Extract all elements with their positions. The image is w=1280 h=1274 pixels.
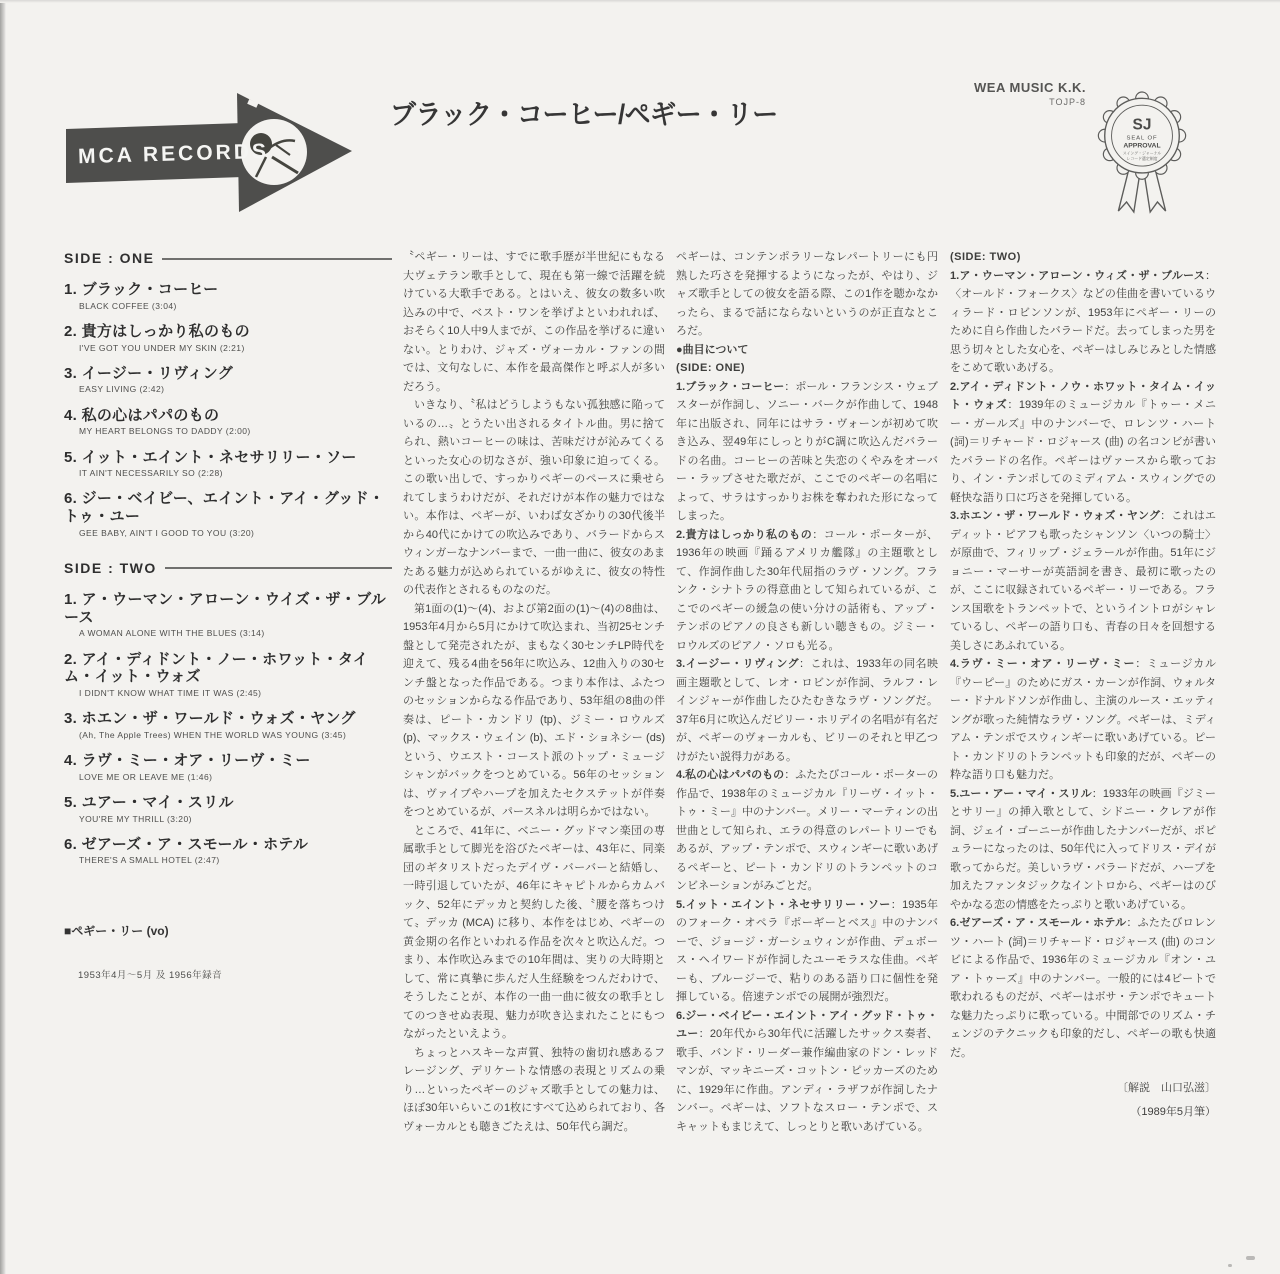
track-title-en: LOVE ME OR LEAVE ME (1:46) bbox=[79, 771, 213, 782]
side-subheading: (SIDE: TWO) bbox=[950, 251, 1021, 263]
mca-records-logo bbox=[62, 85, 362, 225]
note-paragraph: 6.ゼアーズ・ア・スモール・ホテル：ふたたびロレンツ・ハート (詞)＝リチャード・ロジャース (曲) のコンビによる作品で、1936年のミュージカル『オン・ユア・トゥーズ』中のナンバー。一般的には4ビートで歌われるものだが、ペギーはボサ・テンポでキュートな魅力たっぷりに歌っている。中間部でのリズム・チェンジのテクニックも印象的だし、ペギーの歌も快適だ。 bbox=[950, 917, 1216, 1059]
track-title-en: YOU'RE MY THRILL (3:20) bbox=[79, 813, 192, 824]
track-note-lead: 1.ブラック・コーヒー bbox=[676, 380, 785, 393]
notes-column-3 bbox=[950, 248, 1216, 1124]
track-item bbox=[64, 407, 392, 437]
track-item bbox=[64, 490, 392, 538]
track-item bbox=[64, 651, 392, 699]
track-title-jp: 6. ジー・ベイビー、エイント・アイ・グッド・トゥ・ユー bbox=[64, 490, 385, 526]
track-item bbox=[64, 591, 392, 639]
annotation-date: （1989年5月筆） bbox=[1130, 1106, 1216, 1118]
mca-arrow-graphic bbox=[62, 85, 362, 225]
scan-top-edge bbox=[0, 0, 1280, 3]
side-one-rule bbox=[162, 258, 392, 260]
track-item bbox=[64, 281, 392, 311]
recording-note: 1953年4月〜5月 及 1956年録音 bbox=[78, 969, 223, 981]
side-two-rule bbox=[165, 567, 392, 569]
track-title-jp: 5. ユアー・マイ・スリル bbox=[64, 793, 234, 811]
track-item bbox=[64, 449, 392, 479]
track-note-lead: 1.ア・ウーマン・アローン・ウィズ・ザ・ブルース bbox=[950, 269, 1205, 282]
track-title-jp: 4. 私の心はパパのもの bbox=[64, 406, 220, 424]
note-paragraph: 第1面の(1)〜(4)、および第2面の(1)〜(4)の8曲は、1953年4月から5月にかけて吹込まれ、当初25センチ盤として発売されたが、まもなく30センチLP時代を迎えて、残る4曲を56年に吹込み、12曲入りの30センチ盤となった作品である。つまり本作は、ふたつのセッションからなる作品であり、53年組の8曲の伴奏は、ピート・カンドリ (tp)、ジミー・ロウルズ (p)、マックス・ウェイン (b)、エド・ショネシー (ds) という、ウエスト・コースト派のトップ・ミュージシャンがバックをつとめている。56年のセッションは、ヴァイブやハープを加えたセクステットが伴奏をつとめているが、パースネルは明らかではない。 bbox=[403, 602, 665, 818]
section-heading: ●曲目について bbox=[676, 343, 749, 356]
side-one-label: SIDE : ONE bbox=[64, 250, 155, 266]
tracklist-column bbox=[64, 250, 392, 981]
seal-line2: SEAL OF bbox=[1126, 135, 1158, 142]
track-title-jp: 6. ゼアーズ・ア・スモール・ホテル bbox=[64, 835, 309, 853]
track-title-en: MY HEART BELONGS TO DADDY (2:00) bbox=[79, 426, 251, 437]
track-title-jp: 4. ラヴ・ミー・オア・リーヴ・ミー bbox=[64, 751, 311, 769]
note-paragraph: 1.ブラック・コーヒー：ポール・フランシス・ウェブスターが作詞し、ソニー・バークが作曲して、1948年に出版され、同年にはサラ・ヴォーンが初めて吹き込み、翌49年にしっとりがC調に吹込んだバラードの名曲。コーヒーの苦味と失恋のくやみをオーバー・ラップさせた歌だが、ここでのペギーの名唱によって、サラはすっかりお株を奪われた形になってしまった。 bbox=[676, 380, 939, 522]
track-item bbox=[64, 365, 392, 395]
track-title-en: A WOMAN ALONE WITH THE BLUES (3:14) bbox=[79, 628, 265, 639]
track-title-en: GEE BABY, AIN'T I GOOD TO YOU (3:20) bbox=[79, 527, 255, 538]
scan-left-edge bbox=[0, 0, 6, 1274]
note-paragraph: いきなり、〝私はどうしようもない孤独感に陥っているの…〟とうたい出されるタイトル曲。男に捨てられ、熱いコーヒーの味は、苦味だけが沁みてくるといった女心の切なさが、強い印象に迫ってくる。この歌い出しで、すっかりペギーのペースに乗せられてしまうわけだが、それだけが本作の魅力ではない。本作は、ペギーが、いわば女ざかりの30代後半から40代にかけての吹込みであり、バラードからスウィンガーなナンバーまで、一曲一曲に、彼女のあまたある魅力が込められているがゆえに、彼女の特性の代表作とされるものなのだ。 bbox=[403, 399, 665, 596]
sj-seal-of-approval-badge bbox=[1092, 82, 1192, 222]
side-one-tracks bbox=[64, 281, 392, 538]
track-item bbox=[64, 836, 392, 866]
track-title-jp: 2. 貴方はしっかり私のもの bbox=[64, 322, 250, 340]
track-title-jp: 1. ブラック・コーヒー bbox=[64, 281, 219, 298]
track-title-en: THERE'S A SMALL HOTEL (2:47) bbox=[79, 855, 220, 866]
track-title-en: EASY LIVING (2:42) bbox=[79, 384, 165, 395]
side-two-label: SIDE : TWO bbox=[64, 559, 157, 576]
track-title-en: I DIDN'T KNOW WHAT TIME IT WAS (2:45) bbox=[79, 687, 262, 698]
publisher-block bbox=[966, 80, 1086, 107]
note-paragraph: 3.イージー・リヴィング：これは、1933年の同名映画主題歌として、レオ・ロビンが作詞、ラルフ・レインジャーが作曲したひたむきなラヴ・ソングだ。37年6月に吹込んだビリー・ホリデイの名唱が有名だが、ペギーのヴォーカルも、ビリーのそれと甲乙つけがたい説得力がある。 bbox=[676, 658, 938, 763]
note-paragraph: 4.ラヴ・ミー・オア・リーヴ・ミー：ミュージカル『ウーピー』のためにガス・カーンが作詞、ウォルター・ドナルドソンが作曲し、主演のルース・エッティングが歌った純情なラヴ・ソング。ペギーは、ミディアム・テンポでスウィンギーに歌いあげている。ピート・カンドリのトランペットも印象的だが、ペギーの粋な語り口も魅力だ。 bbox=[950, 658, 1216, 781]
track-title-en: (Ah, The Apple Trees) WHEN THE WORLD WAS YOUNG (3:45) bbox=[79, 729, 347, 740]
notes-column-1 bbox=[403, 248, 665, 1136]
track-title-en: BLACK COFFEE (3:04) bbox=[79, 300, 177, 311]
track-title-jp: 3. ホエン・ザ・ワールド・ウォズ・ヤング bbox=[64, 710, 356, 728]
catalog-number: TOJP-8 bbox=[1049, 97, 1086, 107]
note-paragraph: 5.ユー・アー・マイ・スリル：1933年の映画『ジミーとサリー』の挿入歌として、シドニー・クレアが作詞、ジェイ・ゴーニーが作曲したナンバーだが、ポピュラーになったのは、50年代に入ってドリス・デイが歌ってからだ。美しいラヴ・バラードだが、ハープを加えたファンタジックなイントロから、ペギーはのびやかなる恋の情感をたっぷりと歌いあげている。 bbox=[950, 787, 1216, 911]
seal-line3: APPROVAL bbox=[1123, 142, 1161, 150]
note-paragraph: ペギーは、コンテンポラリーなレパートリーにも円熟した巧さを発揮するようになったが、やはり、ジャズ歌手としての彼女を語る際、この1作を聴かなかったら、まるで話にならないというのが正直なところだ。 bbox=[676, 251, 938, 337]
track-item bbox=[64, 323, 392, 353]
seal-line5: レコード選定制度 bbox=[1126, 156, 1158, 162]
notes-column-2 bbox=[676, 248, 938, 1136]
note-paragraph: ところで、41年に、ベニー・グッドマン楽団の専属歌手として脚光を浴びたペギーは、43年に、同楽団のギタリストだったデイヴ・バーバーと結婚し、一時引退していたが、46年にキャピトルからカムバック、52年にデッカと契約した後、〝腰を落ちつけて〟デッカ (MCA) に移り、本作をはじめ、ペギーの黄金期の名作といわれる作品を次々と吹込んだ。つまり、本作吹込みまでの10年間は、実りの大時期として、常に真摯に歩んだ人生経験をつんだわけで、そうしたことが、本作の一曲一曲に彼女の歌手としてのつきせぬ表現、魅力が吹き込まれたことにもつながったといえよう。 bbox=[403, 824, 665, 1040]
track-item bbox=[64, 794, 392, 824]
scan-speck bbox=[1228, 1264, 1232, 1267]
note-paragraph: 4.私の心はパパのもの：ふたたびコール・ポーターの作品で、1938年のミュージカル『リーヴ・イット・トゥ・ミー』中のナンバー。メリー・マーティンの出世曲として知られ、エラの得意のレパートリーでもあるが、アップ・テンポで、スウィンギーに歌いあげるペギーと、ピート・カンドリのトランペットのコンビネーションがみごとだ。 bbox=[676, 769, 938, 892]
track-note-lead: 6.ゼアーズ・ア・スモール・ホテル bbox=[950, 917, 1127, 929]
seal-line4: スイング・ジャーナル bbox=[1122, 150, 1162, 156]
artist-credit: ■ペギー・リー (vo) bbox=[64, 923, 169, 938]
side-two-tracks bbox=[64, 591, 392, 866]
track-item bbox=[64, 752, 392, 782]
track-note-lead: 2.貴方はしっかり私のもの bbox=[676, 528, 813, 541]
note-paragraph: 3.ホエン・ザ・ワールド・ウォズ・ヤング：これはエディット・ピアフも歌ったシャンソン〈いつの騎士〉が原曲で、フィリップ・ジェラールが作曲。51年にジョニー・マーサーが英語詞を書き、最初に歌ったのが、ここに収録されているペギー・リーである。フランス国歌をトランペットで、というイントロがシャレているし、ペギーの語り口も、青春の日々を回想する美しさにあふれている。 bbox=[950, 510, 1217, 652]
track-item bbox=[64, 710, 392, 740]
note-paragraph: ちょっとハスキーな声質、独特の歯切れ感あるフレージング、デリケートな情感の表現とリズムの乗り…といったペギーのジャズ歌手としての魅力は、ほぼ30年いらいこの1枚にすべて込められており、各ヴォーカルとも聴きごたえは、50年代ら調だ。 bbox=[403, 1046, 665, 1133]
note-paragraph: 1.ア・ウーマン・アローン・ウィズ・ザ・ブルース：〈オールド・フォークス〉などの佳曲を書いているウィラード・ロビンソンが、1953年にペギー・リーのために自ら作曲したバラードだ。去ってしまった男を思う切々とした女心を、ペギーはしみじみとした情感をこめて歌いあげる。 bbox=[950, 269, 1216, 374]
track-title-en: I'VE GOT YOU UNDER MY SKIN (2:21) bbox=[79, 342, 245, 353]
note-paragraph: 2.アイ・ディドント・ノウ・ホワット・タイム・イット・ウォズ：1939年のミュージカル『トゥー・メニー・ガールズ』中のナンバーで、ロレンツ・ハート (詞)＝リチャード・ロジャース (曲) の名コンビが書いたバラードの名作。ペギーはヴァースから歌っており、イン・テンポしてのミディアム・スウィングでの軽快な語り口に巧さを発揮している。 bbox=[950, 380, 1216, 504]
track-title-en: IT AIN'T NECESSARILY SO (2:28) bbox=[79, 468, 223, 479]
annotator-credit: 〔解説 山口弘滋〕 bbox=[1117, 1082, 1216, 1094]
track-title-jp: 3. イージー・リヴィング bbox=[64, 364, 234, 382]
track-note-lead: 5.ユー・アー・マイ・スリル bbox=[950, 787, 1092, 800]
seal-sj-text: SJ bbox=[1132, 116, 1152, 134]
track-note-lead: 4.ラヴ・ミー・オア・リーヴ・ミー bbox=[950, 658, 1136, 670]
track-note-lead: 3.イージー・リヴィング bbox=[676, 658, 800, 670]
note-paragraph: 5.イット・エイント・ネセサリリー・ソー：1935年のフォーク・オペラ『ポーギーとベス』中のナンバーで、ジョージ・ガーシュウィンが作曲、デュボース・ヘイワードが作詞したユーモラスな佳曲。ペギーも、ブルージーで、粘りのある語り口に個性を発揮している。倍速テンポでの展開が強烈だ。 bbox=[676, 898, 938, 1003]
track-note-lead: 2.アイ・ディドント・ノウ・ホワット・タイム・イット・ウォズ bbox=[950, 380, 1216, 411]
track-title-jp: 5. イット・エイント・ネセサリリー・ソー bbox=[64, 448, 357, 466]
note-paragraph: 〝ペギー・リーは、すでに歌手歴が半世紀にもなる大ヴェテラン歌手として、現在も第一線で活躍を続けている大歌手である。とはいえ、彼女の数多い吹込みの中で、ベスト・ワンを挙げよといわれれば、おそらく10人中9人までが、この作品を挙げるに違いない。とりわけ、ジャズ・ヴォーカル・ファンの間では、文句なしに、本作を最高傑作と呼ぶ人が多いだろう。 bbox=[403, 251, 665, 393]
side-subheading: (SIDE: ONE) bbox=[676, 362, 746, 374]
track-note-lead: 5.イット・エイント・ネセサリリー・ソー bbox=[676, 898, 891, 911]
track-title-jp: 1. ア・ウーマン・アローン・ウイズ・ザ・ブルース bbox=[64, 590, 387, 626]
page-title: ブラック・コーヒー/ペギー・リー bbox=[390, 98, 778, 130]
track-note-lead: 6.ジー・ベイビー・エイント・アイ・グッド・トゥ・ユー bbox=[676, 1009, 938, 1040]
publisher-name: WEA MUSIC K.K. bbox=[974, 80, 1086, 95]
mca-logo-text: MCA RECORDS bbox=[77, 139, 270, 169]
side-two-header bbox=[64, 560, 392, 576]
track-note-lead: 3.ホエン・ザ・ワールド・ウォズ・ヤング bbox=[950, 510, 1161, 522]
side-one-header bbox=[64, 250, 392, 266]
note-paragraph: 6.ジー・ベイビー・エイント・アイ・グッド・トゥ・ユー：20年代から30年代に活躍したサックス奏者、歌手、バンド・リーダー兼作編曲家のドン・レッドマンが、マッキニーズ・コットン・ピッカーズのために、1929年に作曲。アンディ・ラザフが作詞したナンバー。ペギーは、ソフトなスロー・テンポで、スキャットもまじえて、しっとりと歌いあげている。 bbox=[676, 1009, 939, 1133]
scan-speck bbox=[1246, 1256, 1255, 1260]
liner-notes-signature bbox=[950, 1076, 1216, 1124]
track-title-jp: 2. アイ・ディドント・ノー・ホワット・タイム・イット・ウォズ bbox=[64, 650, 369, 686]
track-note-lead: 4.私の心はパパのもの bbox=[676, 769, 785, 781]
note-paragraph: 2.貴方はしっかり私のもの：コール・ポーターが、1936年の映画『踊るアメリカ艦隊』の主題歌として、作詞作曲した30年代屈指のラヴ・ソング。フランク・シナトラの得意曲として知られているが、ここでのペギーの緩急の使い分けの話術も、アップ・テンポのピアノの良さも新しい聴きもの。ジミー・ロウルズのピアノ・ソロも光る。 bbox=[676, 528, 938, 652]
